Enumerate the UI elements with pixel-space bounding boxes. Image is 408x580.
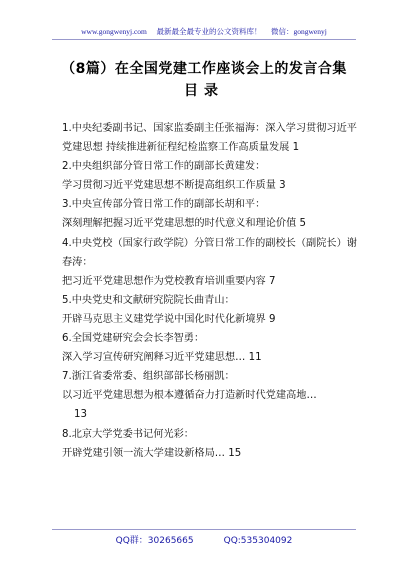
page-header (0, 26, 408, 37)
toc-entry-2-title[interactable]: 学习贯彻习近平党建思想不断提高组织工作质量 3 (62, 180, 286, 192)
toc-entry-7-speaker[interactable]: 7.浙江省委常委、组织部部长杨丽凯： (62, 371, 235, 383)
document-title: （8篇）在全国党建工作座谈会上的发言合集 (61, 61, 347, 77)
toc-entry-3-speaker[interactable]: 3.中央宣传部分管日常工作的副部长胡和平： (62, 199, 266, 211)
toc-entry-8-title[interactable]: 开辟党建引领一流大学建设新格局… 15 (62, 447, 242, 459)
page-footer (0, 533, 408, 546)
header-site-link[interactable]: www.gongwenyj.com (81, 27, 147, 36)
header-wechat-id: gongwenyj (293, 27, 327, 36)
toc-entry-7-page[interactable]: 13 (74, 409, 87, 421)
toc-entry-5-title[interactable]: 开辟马克思主义建党学说中国化时代化新境界 9 (62, 313, 276, 325)
toc-entry-2-speaker[interactable]: 2.中央组织部分管日常工作的副部长黄建发： (62, 161, 266, 173)
toc-heading: 目录 (184, 83, 224, 99)
toc-entry-6-speaker[interactable]: 6.全国党建研究会会长李智勇： (62, 333, 205, 345)
header-slogan: 最新最全最专业的公文资料库！ (156, 27, 262, 36)
toc-entry-3-title[interactable]: 深刻理解把握习近平党建思想的时代意义和理论价值 5 (62, 218, 307, 230)
footer-divider (52, 529, 356, 530)
header-wechat-label: 微信： (271, 27, 294, 36)
toc-entry-5-speaker[interactable]: 5.中央党史和文献研究院院长曲青山： (62, 294, 235, 306)
toc-entry-7-title[interactable]: 以习近平党建思想为根本遵循奋力打造新时代党建高地… (62, 390, 317, 402)
toc-entry-4-title[interactable]: 把习近平党建思想作为党校教育培训重要内容 7 (62, 275, 276, 287)
toc-entry-4-speaker[interactable]: 4.中央党校（国家行政学院）分管日常工作的副校长（副院长）谢春涛： (62, 237, 357, 268)
table-of-contents (62, 119, 362, 463)
footer-qq: QQ:535304092 (223, 536, 293, 546)
footer-qq-group: QQ群：30265665 (115, 536, 194, 546)
header-divider (52, 39, 356, 40)
toc-entry-1[interactable]: 1.中央纪委副书记、国家监委副主任张福海：深入学习贯彻习近平党建思想 持续推进新征程纪检监察工作高质量发展 1 (62, 123, 357, 154)
toc-entry-6-title[interactable]: 深入学习宣传研究阐释习近平党建思想… 11 (62, 352, 262, 364)
toc-entry-8-speaker[interactable]: 8.北京大学党委书记何光彩： (62, 428, 194, 440)
